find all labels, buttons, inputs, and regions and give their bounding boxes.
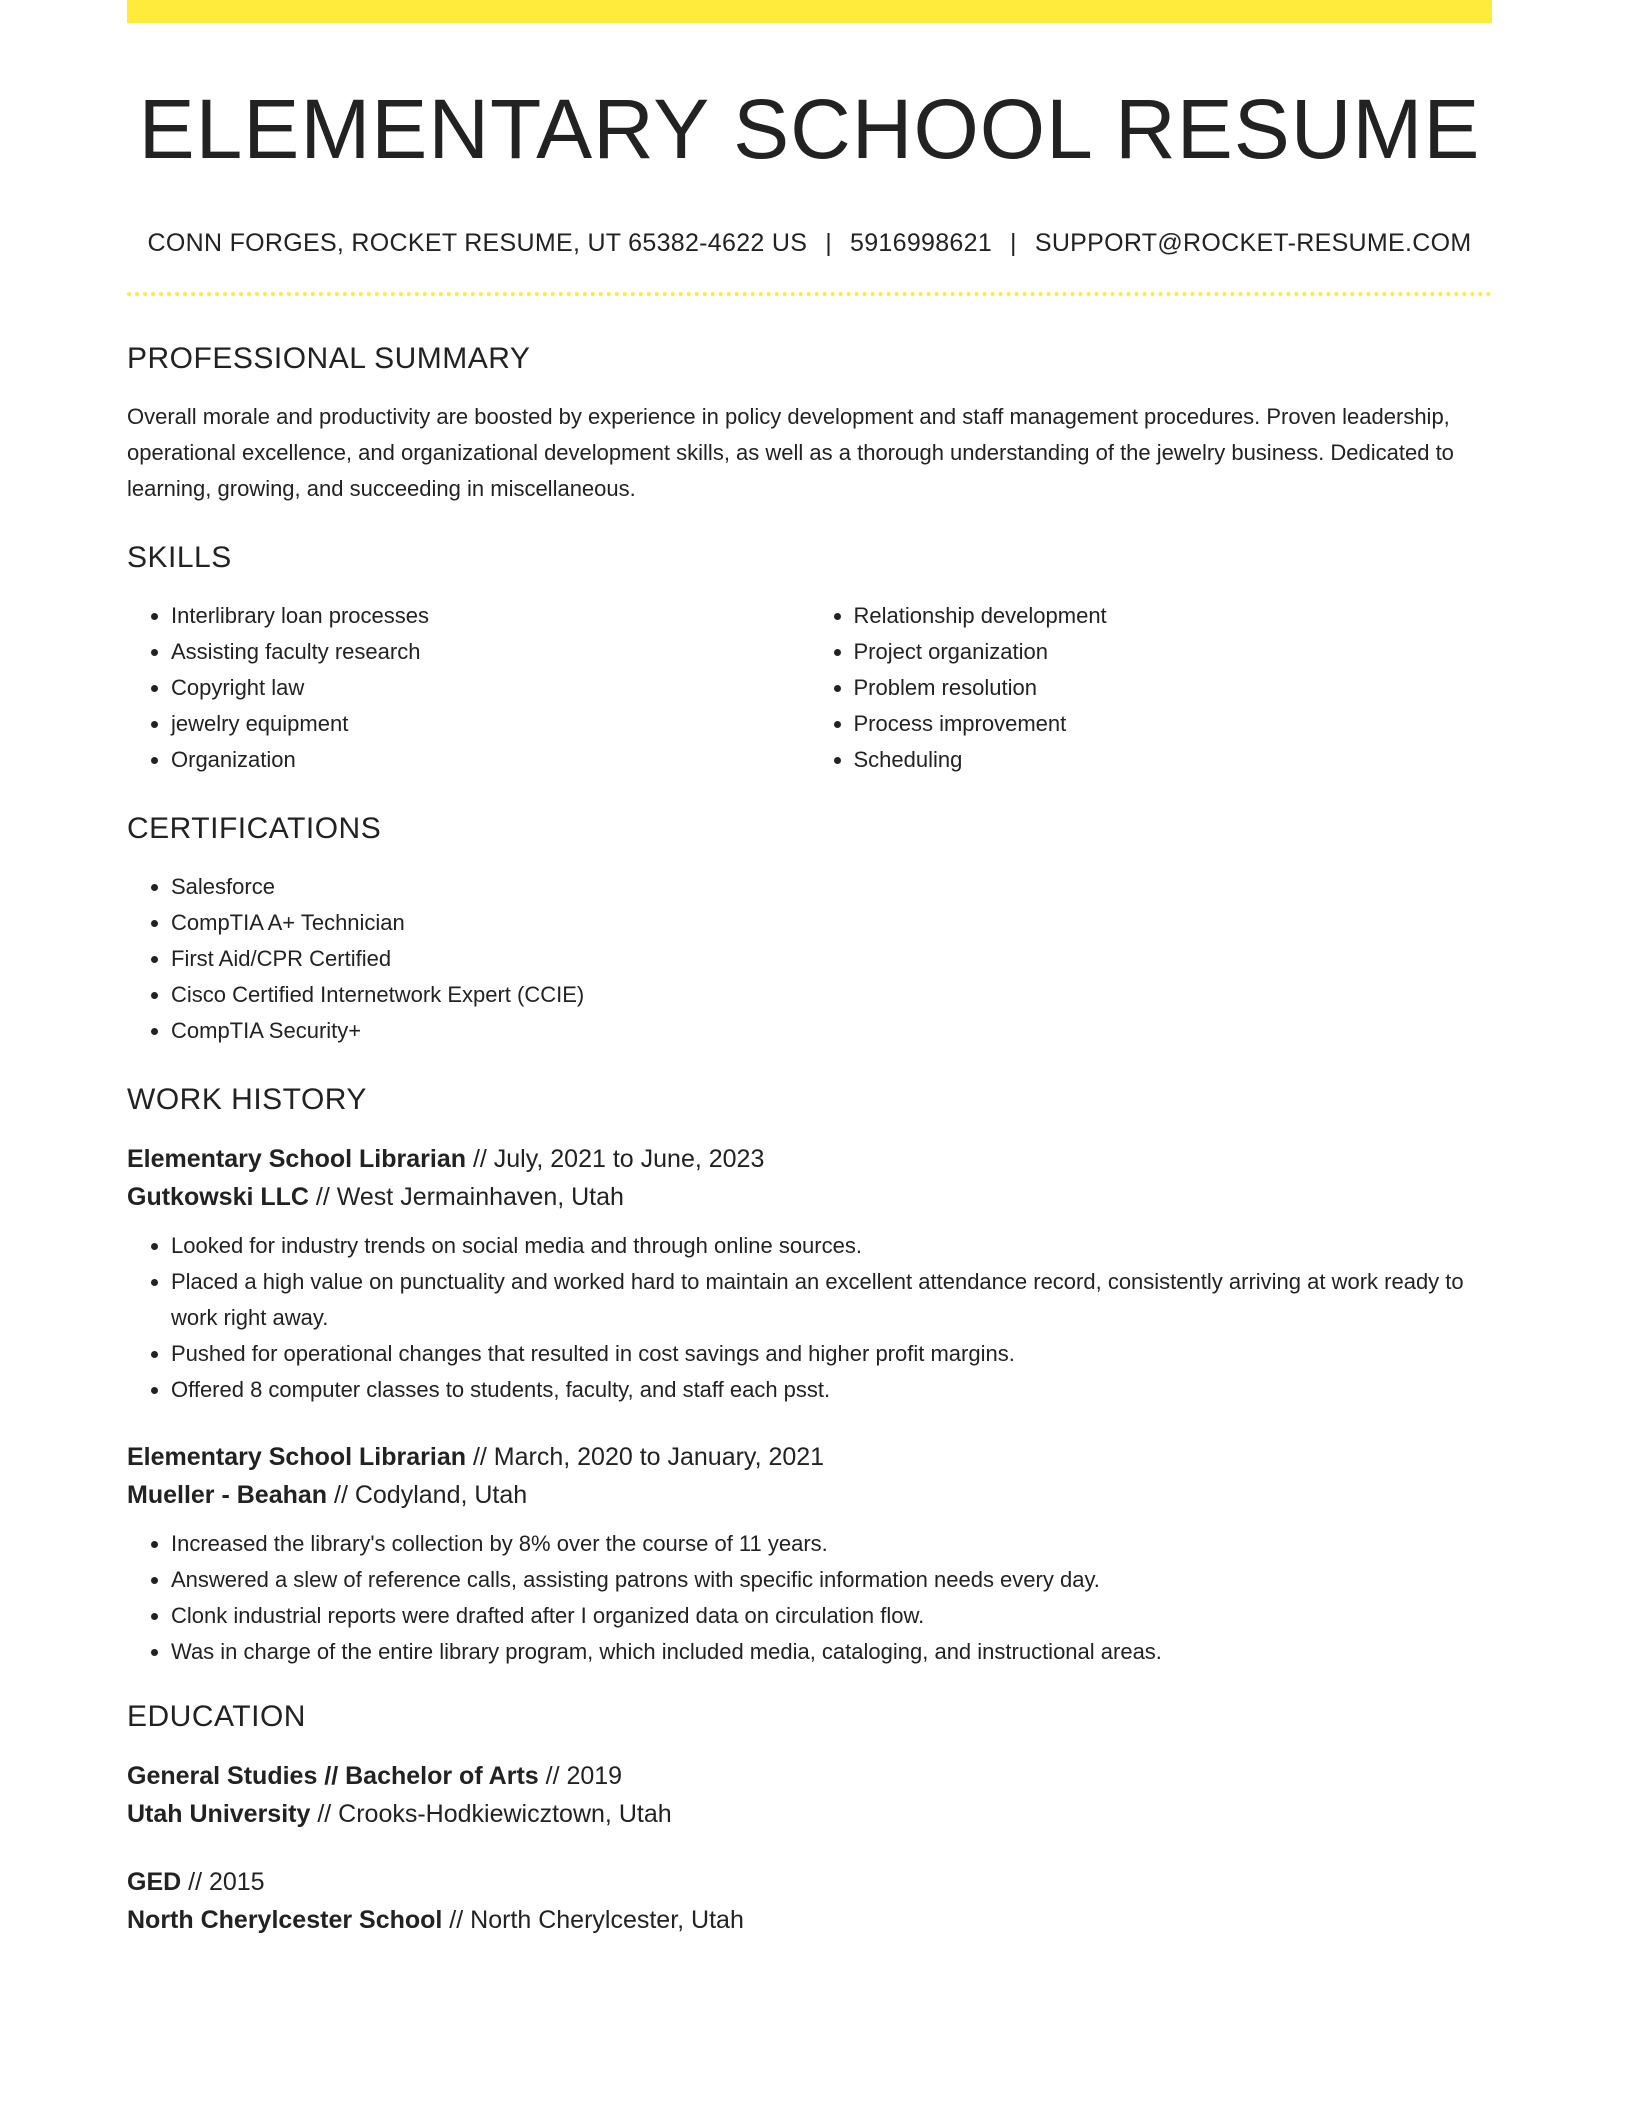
certifications-heading: CERTIFICATIONS	[127, 812, 382, 846]
summary-text: Overall morale and productivity are boosted by experience in policy development and staff management procedures. Proven leadership, operational excellence, and organizational development skills, as well as a thorough understanding of the jewelry business. Dedicated to learning, growing, and succeeding in miscellaneous.	[127, 404, 1454, 502]
education-location: // North Cherylcester, Utah	[442, 1906, 744, 1935]
list-item: • Problem resolution	[854, 670, 1493, 706]
list-item: • Offered 8 computer classes to students, faculty, and staff each psst.	[171, 1372, 1492, 1408]
job-company: Mueller - Beahan	[127, 1481, 328, 1510]
job-entry	[127, 1438, 1492, 1670]
contact-email: SUPPORT@ROCKET-RESUME.COM	[1034, 229, 1472, 258]
education-year: // 2019	[538, 1762, 623, 1791]
list-item: • Looked for industry trends on social media and through online sources.	[171, 1228, 1492, 1264]
job-bullets	[127, 1526, 1492, 1670]
job-company: Gutkowski LLC	[127, 1183, 309, 1212]
education-school: North Cherylcester School	[127, 1906, 443, 1935]
job-dates: // July, 2021 to June, 2023	[466, 1145, 765, 1174]
certifications-list	[127, 869, 1492, 1049]
page-title: ELEMENTARY SCHOOL RESUME	[138, 82, 1481, 176]
education-location: // Crooks-Hodkiewicztown, Utah	[310, 1800, 672, 1829]
skills-columns	[127, 598, 1492, 778]
education-section	[127, 1700, 1492, 1939]
list-item: • Organization	[171, 742, 810, 778]
list-item: • Clonk industrial reports were drafted after I organized data on circulation flow.	[171, 1598, 1492, 1634]
job-title-line	[127, 1438, 1492, 1476]
list-item: • Scheduling	[854, 742, 1493, 778]
list-item: • Copyright law	[171, 670, 810, 706]
dotted-divider	[127, 292, 1492, 296]
list-item: • Pushed for operational changes that resulted in cost savings and higher profit margins.	[171, 1336, 1492, 1372]
job-title: Elementary School Librarian	[127, 1145, 466, 1174]
work-heading: WORK HISTORY	[127, 1083, 367, 1117]
job-location: // Codyland, Utah	[327, 1481, 528, 1510]
job-title: Elementary School Librarian	[127, 1443, 466, 1472]
skills-left-list	[127, 598, 810, 778]
list-item: • Assisting faculty research	[171, 634, 810, 670]
list-item: • CompTIA Security+	[171, 1013, 1492, 1049]
summary-heading: PROFESSIONAL SUMMARY	[127, 342, 531, 376]
list-item: • Relationship development	[854, 598, 1493, 634]
skills-right-list	[810, 598, 1493, 778]
list-item: • Placed a high value on punctuality and worked hard to maintain an excellent attendance record, consistently arriving at work ready to work right away.	[171, 1264, 1492, 1336]
contact-separator: |	[825, 229, 832, 258]
contact-line	[127, 229, 1492, 258]
job-dates: // March, 2020 to January, 2021	[466, 1443, 825, 1472]
skills-section	[127, 541, 1492, 778]
resume-page	[127, 0, 1492, 1969]
list-item: • jewelry equipment	[171, 706, 810, 742]
education-degree: GED	[127, 1868, 182, 1897]
education-degree: General Studies // Bachelor of Arts	[127, 1762, 539, 1791]
job-location: // West Jermainhaven, Utah	[308, 1183, 624, 1212]
contact-phone: 5916998621	[850, 229, 993, 258]
work-section	[127, 1083, 1492, 1670]
education-degree-line	[127, 1863, 1492, 1901]
list-item: • Increased the library's collection by 8% over the course of 11 years.	[171, 1526, 1492, 1562]
list-item: • Salesforce	[171, 869, 1492, 905]
job-title-line	[127, 1140, 1492, 1178]
list-item: • Answered a slew of reference calls, assisting patrons with specific information needs every day.	[171, 1562, 1492, 1598]
education-entry	[127, 1863, 1492, 1939]
certifications-section	[127, 812, 1492, 1049]
list-item: • Process improvement	[854, 706, 1493, 742]
job-company-line	[127, 1178, 1492, 1216]
skills-heading: SKILLS	[127, 541, 232, 575]
summary-section	[127, 342, 1492, 507]
contact-separator: |	[1010, 229, 1017, 258]
education-year: // 2015	[181, 1868, 265, 1897]
education-entry	[127, 1757, 1492, 1833]
education-school: Utah University	[127, 1800, 311, 1829]
job-company-line	[127, 1476, 1492, 1514]
job-bullets	[127, 1228, 1492, 1408]
education-heading: EDUCATION	[127, 1700, 306, 1734]
job-entry	[127, 1140, 1492, 1408]
list-item: • Project organization	[854, 634, 1493, 670]
list-item: • First Aid/CPR Certified	[171, 941, 1492, 977]
contact-address: CONN FORGES, ROCKET RESUME, UT 65382-4622 US	[147, 229, 808, 258]
education-school-line	[127, 1795, 1492, 1833]
education-degree-line	[127, 1757, 1492, 1795]
education-school-line	[127, 1901, 1492, 1939]
list-item: • Was in charge of the entire library program, which included media, cataloging, and instructional areas.	[171, 1634, 1492, 1670]
list-item: • Interlibrary loan processes	[171, 598, 810, 634]
list-item: • Cisco Certified Internetwork Expert (CCIE)	[171, 977, 1492, 1013]
top-accent-bar	[127, 0, 1492, 23]
list-item: • CompTIA A+ Technician	[171, 905, 1492, 941]
